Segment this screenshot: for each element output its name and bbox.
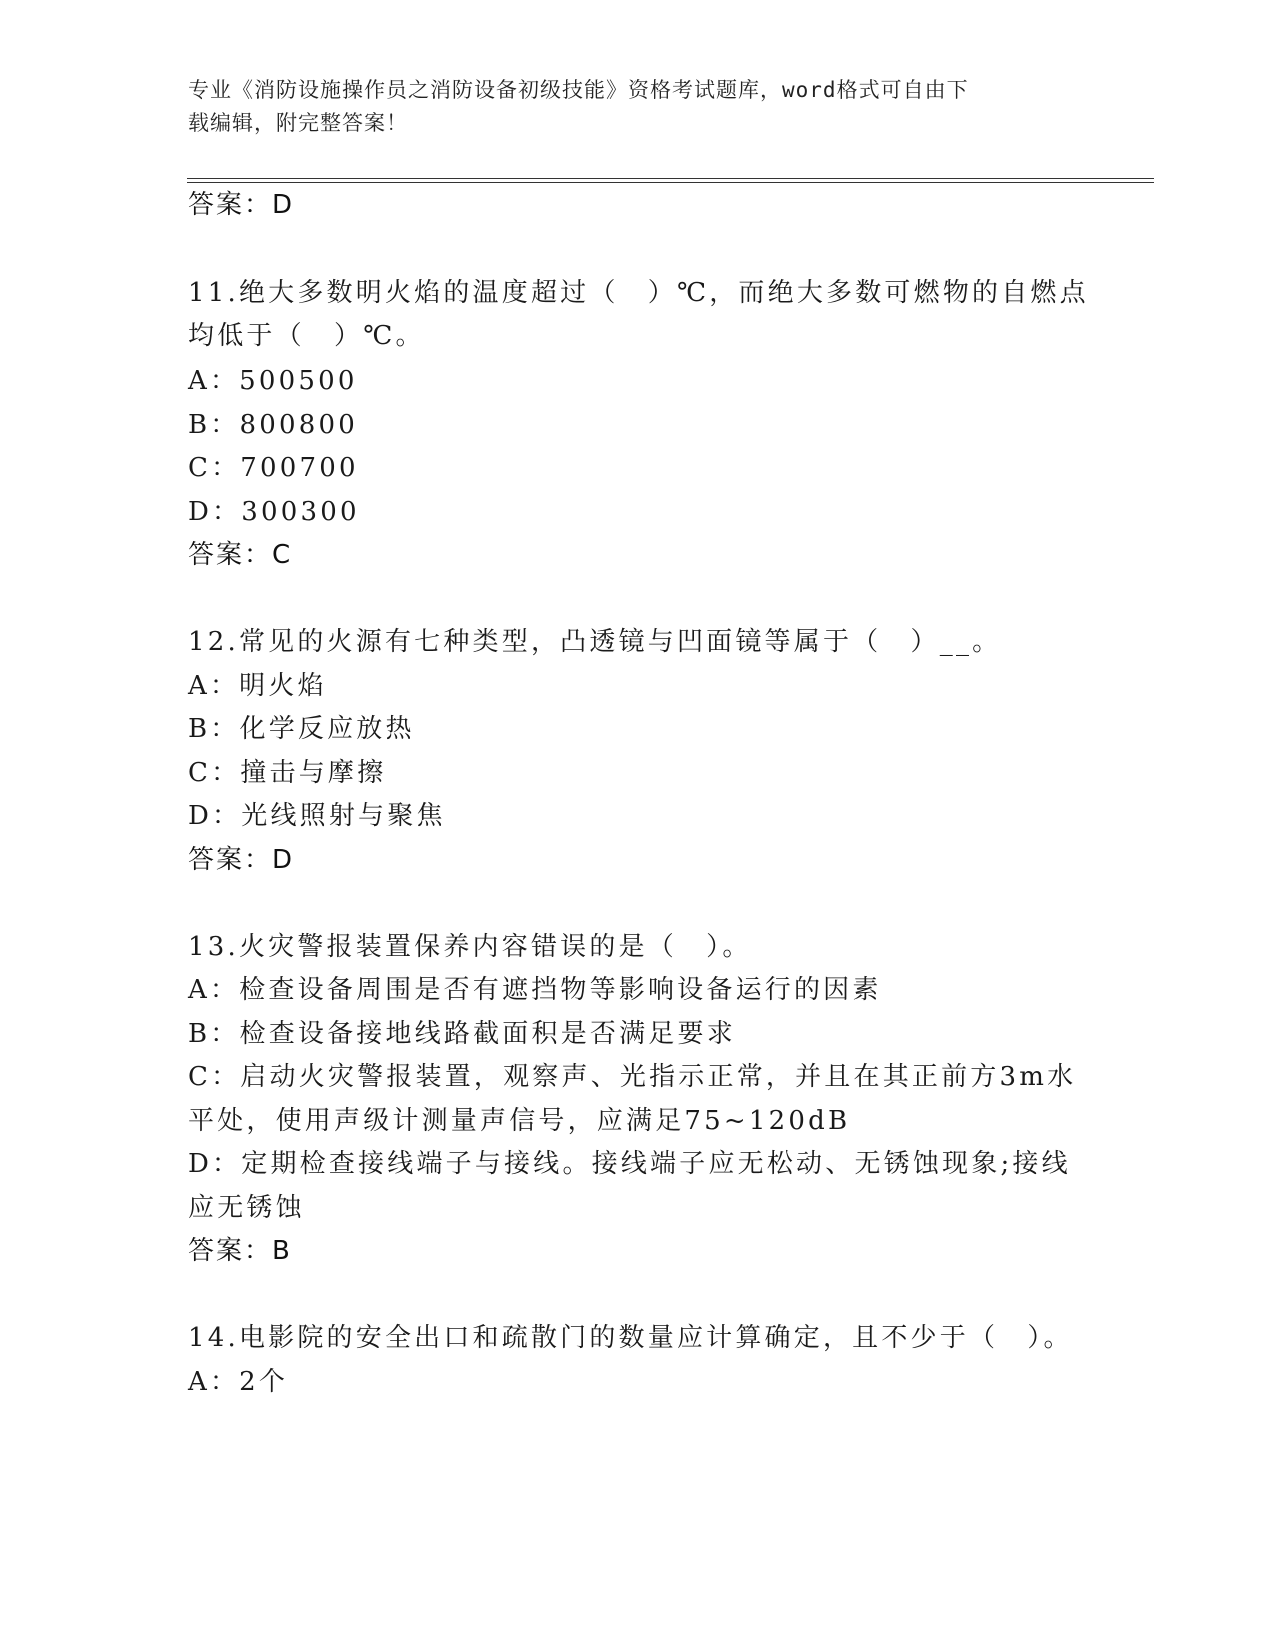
previous-answer: 答案：D <box>188 190 295 220</box>
header-divider <box>187 178 1154 183</box>
q11-answer: 答案：C <box>188 540 293 570</box>
q13-option-b: B：检查设备接地线路截面积是否满足要求 <box>188 1019 736 1049</box>
q13-stem: 13.火灾警报装置保养内容错误的是（ ）。 <box>188 932 752 962</box>
q13-option-a: A：检查设备周围是否有遮挡物等影响设备运行的因素 <box>188 975 882 1005</box>
q13-option-c-line-1: C：启动火灾警报装置，观察声、光指示正常，并且在其正前方3m水 <box>188 1062 1077 1092</box>
q12-option-b: B：化学反应放热 <box>188 714 415 744</box>
q14-stem: 14.电影院的安全出口和疏散门的数量应计算确定，且不少于（ ）。 <box>188 1323 1073 1353</box>
q12-option-a: A：明火焰 <box>188 671 327 701</box>
q13-option-c-line-2: 平处，使用声级计测量声信号，应满足75~120dB <box>188 1106 851 1136</box>
q11-option-c: C：700700 <box>188 453 359 483</box>
q12-stem: 12.常见的火源有七种类型，凸透镜与凹面镜等属于（ ）__。 <box>188 627 1002 657</box>
q14-option-a: A：2个 <box>188 1367 289 1397</box>
q11-option-b: B：800800 <box>188 410 358 440</box>
q13-option-d-line-2: 应无锈蚀 <box>188 1193 305 1223</box>
q13-option-d-line-1: D：定期检查接线端子与接线。接线端子应无松动、无锈蚀现象;接线 <box>188 1149 1071 1179</box>
q13-answer: 答案：B <box>188 1236 292 1266</box>
header-line-1: 专业《消防设施操作员之消防设备初级技能》资格考试题库，word格式可自由下 <box>188 78 969 102</box>
header-line-2: 载编辑，附完整答案！ <box>188 111 408 135</box>
q11-option-a: A：500500 <box>188 366 358 396</box>
q12-answer: 答案：D <box>188 845 295 875</box>
q12-option-d: D：光线照射与聚焦 <box>188 801 446 831</box>
q11-option-d: D：300300 <box>188 497 360 527</box>
q11-stem-line-2: 均低于（ ）℃。 <box>188 321 425 351</box>
q12-option-c: C：撞击与摩擦 <box>188 758 387 788</box>
page-header <box>188 74 1068 140</box>
q11-stem-line-1: 11.绝大多数明火焰的温度超过（ ）℃，而绝大多数可燃物的自燃点 <box>188 278 1089 308</box>
